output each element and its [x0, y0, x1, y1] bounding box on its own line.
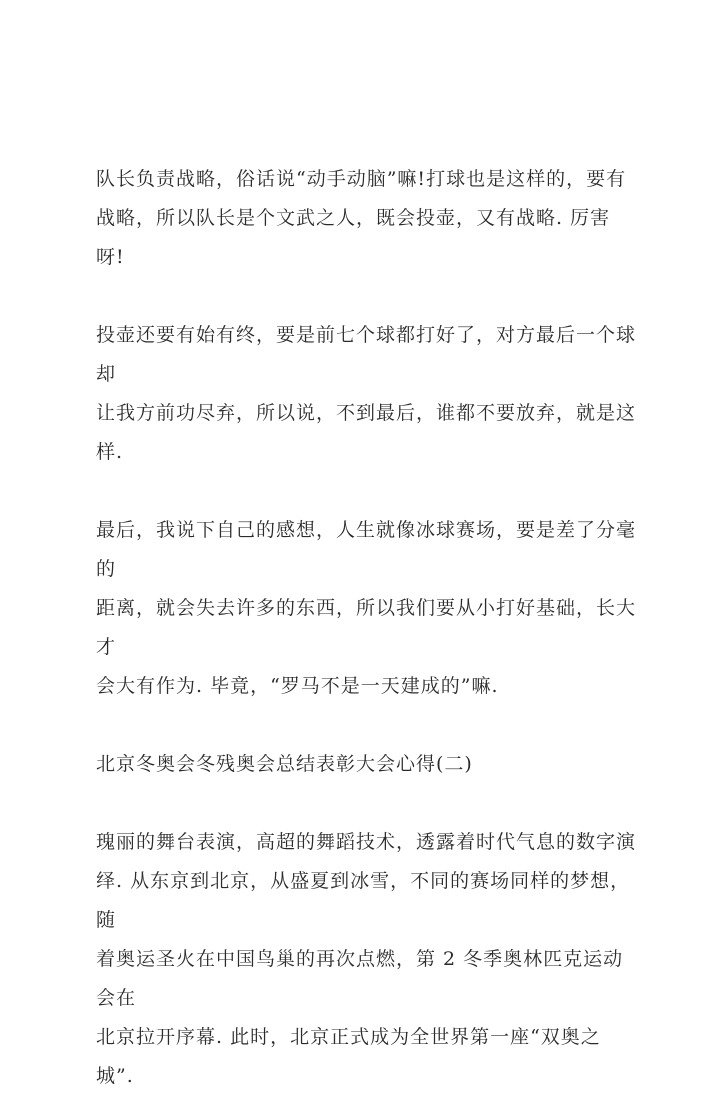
- text-line: 战略，所以队长是个文武之人，既会投壶，又有战略. 厉害呀!: [96, 207, 611, 268]
- section-heading: 北京冬奥会冬残奥会总结表彰大会心得(二): [96, 753, 473, 775]
- text-line: 绎. 从东京到北京，从盛夏到冰雪，不同的赛场同样的梦想，随: [96, 870, 631, 931]
- text-line: 距离，就会失去许多的东西，所以我们要从小打好基础，长大才: [96, 597, 637, 658]
- text-line: 让我方前功尽弃，所以说，不到最后，谁都不要放弃，就是这: [96, 402, 637, 424]
- text-line: 队长负责战略，俗话说“动手动脑”嘛!打球也是这样的，要有: [96, 168, 627, 190]
- document-page: [96, 160, 636, 1096]
- paragraph-spacer: [96, 277, 636, 316]
- paragraph-opening-ceremony: [96, 823, 636, 1096]
- paragraph-reflection: [96, 511, 636, 706]
- paragraph-spacer: [96, 784, 636, 823]
- text-line: 北京拉开序幕. 此时，北京正式成为全世界第一座“双奥之: [96, 1026, 601, 1048]
- paragraph-spacer: [96, 706, 636, 745]
- paragraph-spacer: [96, 472, 636, 511]
- text-line: 投壶还要有始有终，要是前七个球都打好了，对方最后一个球却: [96, 324, 637, 385]
- paragraph-never-give-up: [96, 316, 636, 472]
- text-line: 样.: [96, 441, 124, 463]
- text-line: 最后，我说下自己的感想，人生就像冰球赛场，要是差了分毫的: [96, 519, 637, 580]
- text-line: 城”.: [96, 1065, 134, 1087]
- text-line: 着奥运圣火在中国鸟巢的再次点燃，第 2 冬季奥林匹克运动会在: [96, 948, 624, 1009]
- text-line: 会大有作为. 毕竟，“罗马不是一天建成的”嘛.: [96, 675, 499, 697]
- paragraph-captain-strategy: [96, 160, 636, 277]
- text-line: 瑰丽的舞台表演，高超的舞蹈技术，透露着时代气息的数字演: [96, 831, 637, 853]
